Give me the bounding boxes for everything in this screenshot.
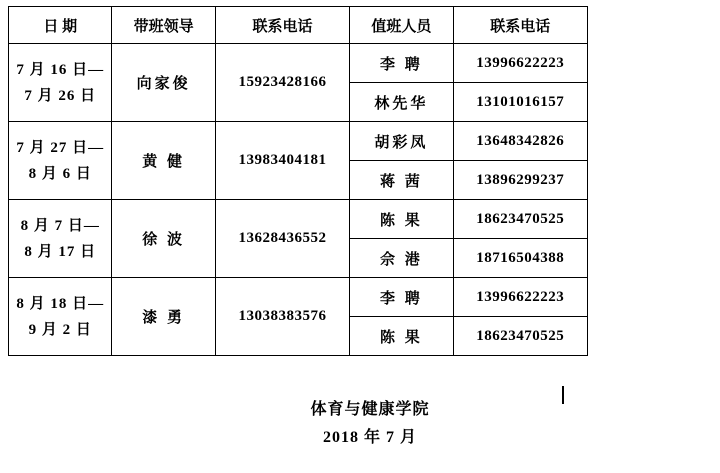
cell-staff-phone: 18623470525 <box>453 200 587 239</box>
cell-staff-phone: 18716504388 <box>453 239 587 278</box>
cell-date <box>9 278 112 356</box>
duty-schedule-table <box>8 6 588 356</box>
cell-staff: 李 聘 <box>350 278 453 317</box>
cell-staff-phone: 13648342826 <box>453 122 587 161</box>
cell-staff: 胡彩凤 <box>350 122 453 161</box>
cell-staff-phone: 13996622223 <box>453 278 587 317</box>
header-leader-phone: 联系电话 <box>215 7 349 44</box>
cell-staff: 陈 果 <box>350 200 453 239</box>
cell-staff: 蒋 茜 <box>350 161 453 200</box>
date-line-end: 8 月 17 日 <box>24 243 97 260</box>
date-line-start: 7 月 16 日— <box>16 61 105 78</box>
date-line-start: 8 月 7 日— <box>20 217 100 234</box>
table-row <box>9 44 588 83</box>
cell-leader-phone: 15923428166 <box>215 44 349 122</box>
document-footer <box>0 396 720 452</box>
cell-staff-phone: 13896299237 <box>453 161 587 200</box>
header-staff-phone: 联系电话 <box>453 7 587 44</box>
date-line-start: 7 月 27 日— <box>16 139 105 156</box>
table-header <box>9 7 588 44</box>
table-body <box>9 44 588 356</box>
cell-staff-phone: 18623470525 <box>453 317 587 356</box>
table-header-row <box>9 7 588 44</box>
date-line-start: 8 月 18 日— <box>16 295 105 312</box>
cell-leader: 漆 勇 <box>112 278 215 356</box>
table-row <box>9 122 588 161</box>
cell-leader-phone: 13628436552 <box>215 200 349 278</box>
cell-staff-phone: 13996622223 <box>453 44 587 83</box>
header-staff: 值班人员 <box>350 7 453 44</box>
cell-date <box>9 122 112 200</box>
cell-date <box>9 44 112 122</box>
cell-leader-phone: 13038383576 <box>215 278 349 356</box>
cell-leader: 徐 波 <box>112 200 215 278</box>
cell-staff-phone: 13101016157 <box>453 83 587 122</box>
header-date: 日 期 <box>9 7 112 44</box>
cell-leader: 黄 健 <box>112 122 215 200</box>
cell-staff: 佘 港 <box>350 239 453 278</box>
cell-staff: 陈 果 <box>350 317 453 356</box>
footer-date: 2018 年 7 月 <box>322 429 417 446</box>
cell-leader: 向家俊 <box>112 44 215 122</box>
date-line-end: 9 月 2 日 <box>28 321 92 338</box>
date-line-end: 7 月 26 日 <box>24 87 97 104</box>
table-row <box>9 200 588 239</box>
cell-date <box>9 200 112 278</box>
header-leader: 带班领导 <box>112 7 215 44</box>
cell-leader-phone: 13983404181 <box>215 122 349 200</box>
cell-staff: 林先华 <box>350 83 453 122</box>
cell-staff: 李 聘 <box>350 44 453 83</box>
date-line-end: 8 月 6 日 <box>28 165 92 182</box>
footer-department: 体育与健康学院 <box>310 401 430 418</box>
table-row <box>9 278 588 317</box>
